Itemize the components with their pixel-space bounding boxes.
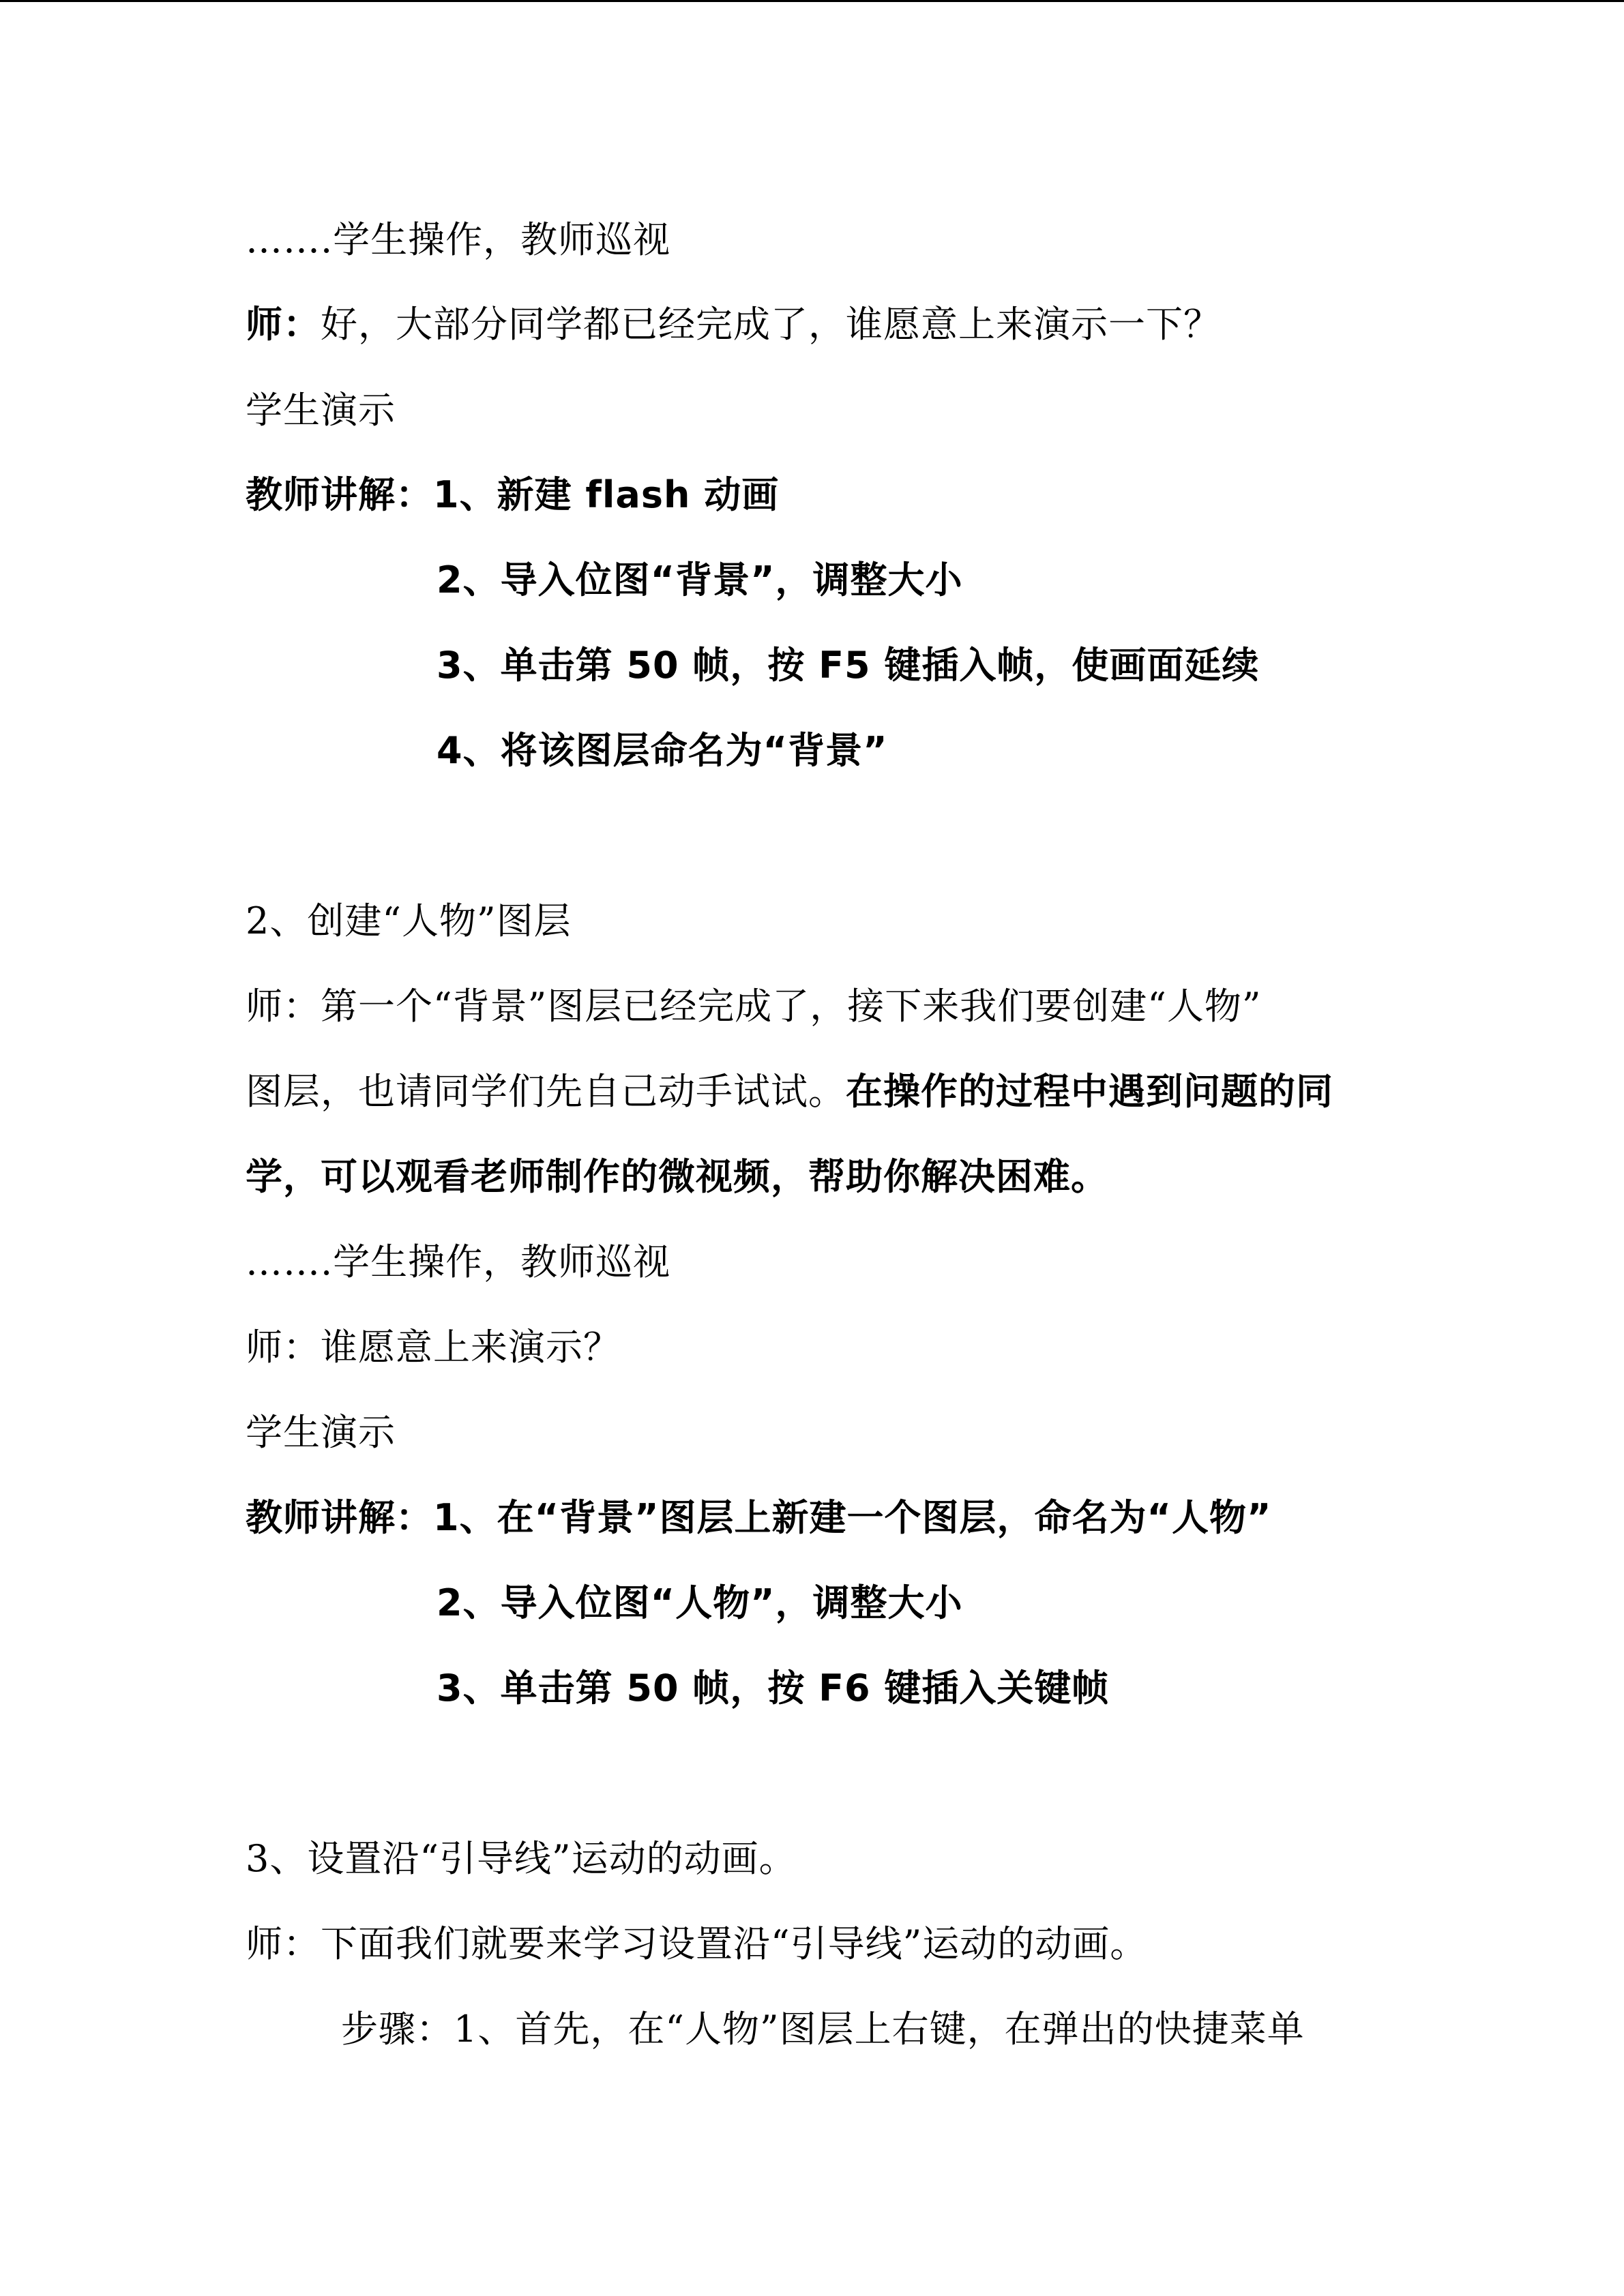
explanation-step: 2、导入位图“人物”，调整大小	[437, 1581, 963, 1624]
text-line: …….学生操作，教师巡视	[246, 218, 671, 261]
section-heading: 3、设置沿“引导线”运动的动画。	[246, 1837, 797, 1880]
section-heading: 2、创建“人物”图层	[246, 899, 572, 942]
text-line: 学生演示	[246, 1411, 396, 1454]
text-line: 步骤：1、首先，在“人物”图层上右键，在弹出的快捷菜单	[341, 2008, 1305, 2051]
text-line	[246, 1069, 1333, 1114]
explanation-step: 4、将该图层命名为“背景”	[437, 729, 888, 772]
text-line: 师：下面我们就要来学习设置沿“引导线”运动的动画。	[246, 1922, 1148, 1965]
text-line: 师：谁愿意上来演示？	[246, 1326, 621, 1369]
explanation-heading: 教师讲解：1、在“背景”图层上新建一个图层，命名为“人物”	[246, 1496, 1272, 1539]
emphasis-span: 在操作的过程中遇到问题的同	[846, 1070, 1333, 1113]
speaker-label: 师：	[246, 303, 321, 346]
text-line: 师：第一个“背景”图层已经完成了，接下来我们要创建“人物”	[246, 985, 1262, 1028]
text-line	[246, 302, 1221, 347]
text-span: 图层，也请同学们先自己动手试试。	[246, 1070, 846, 1113]
text-line: …….学生操作，教师巡视	[246, 1240, 671, 1283]
text-span: 好，大部分同学都已经完成了，谁愿意上来演示一下？	[321, 303, 1221, 346]
explanation-step: 2、导入位图“背景”，调整大小	[437, 558, 963, 601]
emphasis-line: 学，可以观看老师制作的微视频，帮助你解决困难。	[246, 1155, 1108, 1198]
explanation-heading: 教师讲解：1、新建 flash 动画	[246, 473, 780, 516]
text-line: 学生演示	[246, 389, 396, 432]
explanation-step: 3、单击第 50 帧，按 F5 键插入帧，使画面延续	[437, 644, 1260, 687]
explanation-step: 3、单击第 50 帧，按 F6 键插入关键帧	[437, 1667, 1110, 1710]
